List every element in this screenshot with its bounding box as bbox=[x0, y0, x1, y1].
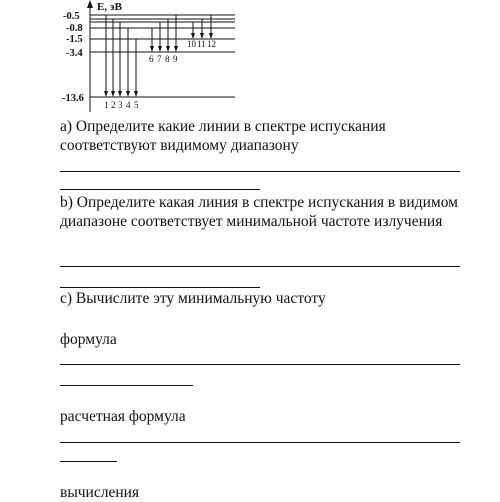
calc-formula-label: расчетная формула bbox=[60, 408, 186, 425]
arrowhead bbox=[126, 91, 130, 97]
line-number: 4 bbox=[126, 100, 131, 110]
answer-line[interactable] bbox=[60, 287, 260, 288]
arrowhead bbox=[104, 91, 108, 97]
arrowhead bbox=[134, 91, 138, 97]
arrowhead bbox=[150, 46, 154, 52]
line-number: 11 bbox=[197, 39, 206, 49]
answer-line[interactable] bbox=[60, 442, 460, 443]
question-c: с) Вычислите эту минимальную частоту bbox=[60, 290, 326, 307]
level-label: -13.6 bbox=[62, 93, 84, 104]
line-number: 7 bbox=[157, 54, 162, 64]
level-label: -1.5 bbox=[66, 34, 83, 45]
line-number: 6 bbox=[149, 54, 154, 64]
level-label: -3.4 bbox=[66, 48, 83, 59]
line-number: 10 bbox=[187, 39, 196, 49]
answer-line[interactable] bbox=[60, 385, 193, 386]
line-number: 5 bbox=[134, 100, 139, 110]
calculations-label: вычисления bbox=[60, 484, 140, 501]
level-label: -0.8 bbox=[66, 23, 83, 34]
axis-label: E, эВ bbox=[97, 1, 122, 13]
formula-label: формула bbox=[60, 331, 117, 348]
line-number: 12 bbox=[207, 39, 216, 49]
arrowhead bbox=[118, 91, 122, 97]
arrowhead bbox=[111, 91, 115, 97]
answer-line[interactable] bbox=[60, 364, 460, 365]
arrowhead bbox=[158, 46, 162, 52]
question-b: b) Определите какая линия в спектре испускания в видимом диапазоне соответствует минимальной частоте излучения bbox=[60, 194, 458, 230]
line-number: 3 bbox=[118, 100, 123, 110]
line-number: 2 bbox=[111, 100, 116, 110]
arrowhead bbox=[174, 46, 178, 52]
answer-line[interactable] bbox=[60, 189, 260, 190]
axis-arrowhead bbox=[87, 0, 93, 8]
energy-level-diagram bbox=[0, 0, 500, 112]
line-number: 8 bbox=[165, 54, 170, 64]
answer-line[interactable] bbox=[60, 171, 460, 172]
answer-line[interactable] bbox=[60, 266, 460, 267]
question-a: а) Определите какие линии в спектре испускания соответствуют видимому диапазону bbox=[60, 118, 386, 154]
level-label: -0.5 bbox=[63, 11, 80, 22]
answer-line[interactable] bbox=[60, 461, 117, 462]
arrowhead bbox=[166, 46, 170, 52]
line-number: 9 bbox=[173, 54, 178, 64]
line-number: 1 bbox=[104, 100, 109, 110]
